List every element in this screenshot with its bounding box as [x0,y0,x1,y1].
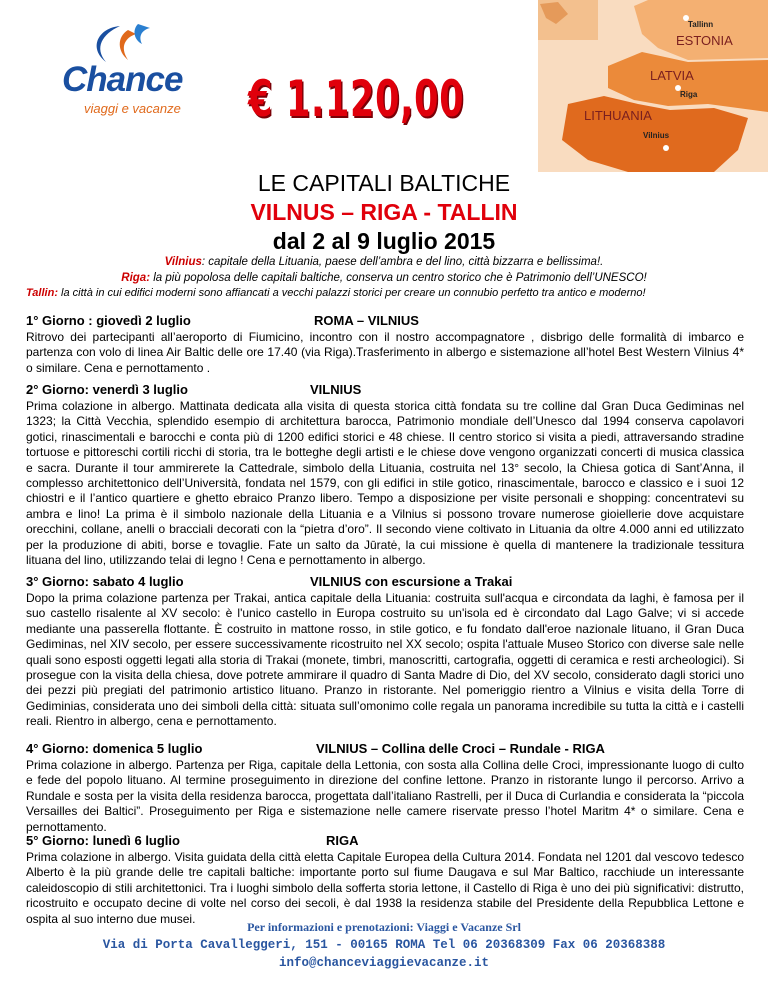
map-label-latvia: LATVIA [650,68,694,83]
day-2-route: VILNIUS [310,382,362,397]
intro-text: : capitale della Lituania, paese dell’ambra e del lino, città bizzarra e bellissima!. [201,256,604,268]
tour-dates: dal 2 al 9 luglio 2015 [272,228,496,254]
chance-logo [58,22,208,114]
intro-text: la più popolosa delle capitali baltiche, conserva un centro storico che è Patrimonio dell’UNESCO! [150,272,647,284]
map-label-estonia: ESTONIA [676,33,733,48]
price-tag: € 1.120,00 [248,70,465,128]
day-4-description: Prima colazione in albergo. Partenza per Riga, capitale della Lettonia, con sosta alla Collina delle Croci, impressionante luogo di culto e fede del popolo lituano. Al termine proseguimento in direzione del confine lettone. Pranzo in ristorante lungo il percorso. Arrivo a Rundale e sosta per la visita della residenza barocca, progettata dall’italiano Rastrelli, per il Duca di Curlandia e considerata la “piccola Versailles dei Baltici”. Proseguimento per Riga e sistemazione nelle camere riservate presso l’hotel Maritm 4* o similare. Cena e pernottamento. [26,758,744,834]
day-5-description: Prima colazione in albergo. Visita guidata della città eletta Capitale Europea della Cultura 2014. Fondata nel 1201 dal vescovo tedesco Alberto è la più grande delle tre capitali baltiche: importante porto sul fiume Daugava e sul Mar Baltico, racchiude un interessante caleidoscopio di stili architettonici. Tra i luoghi simbolo della sofferta storia lettone, il Castello di Riga è uno dei più significativi: distrutto, ricostruito e occupato decine di volte nel corso dei secoli, è dal 1938 la residenza stabile del Presidente della Repubblica Lettone e ospita al suo interno due musei. [26,850,744,926]
intro-city-name: Riga: [121,272,151,284]
intro-city-name: Tallin: [26,287,58,299]
day-1-description: Ritrovo dei partecipanti all’aeroporto di Fiumicino, incontro con il nostro accompagnatore , disbrigo delle formalità di imbarco e partenza con volo di linea Air Baltic delle ore 17.40 (via Riga).Trasferimento in albergo e sistemazione all’hotel Best Western Vilnius 4* o similare. Cena e pernottamento . [26,330,744,375]
day-1-route: ROMA – VILNIUS [314,313,419,328]
day-3-heading: 3° Giorno: sabato 4 luglio [26,574,184,589]
day-4-route: VILNIUS – Collina delle Croci – Rundale - RIGA [316,741,605,756]
map-label-tallinn: Tallinn [688,20,714,29]
day-2-description: Prima colazione in albergo. Mattinata dedicata alla visita di questa storica città fondata su tre colline dal Gran Duca Gediminas nel 1323; la Città Vecchia, splendido esempio di architettura barocca, Patrimonio mondiale dell’Unesco dal 1994 conserva capolavori gotici, rinascimentali e barocchi e conta più di 1200 edifici storici e 48 chiese. Il centro storico si visita a piedi, attraversando stradine tortuose e pittoreschi cortili ricchi di storia, tra le botteghe degli artisti e le chiese dove vengono organizzati concerti di musica classica e sacra. Durante il tour ammirerete la Cattedrale, simbolo della Lituania, costruita nel 13° secolo, la Chiesa gotica di Sant’Anna, il complesso architettonico dell’Università, fondata nel 1579, con gli edifici in stile gotico, rinascimentale, barocco e classico e i suoi 12 chiostri e il l’antico quartiere e ghetto ebraico Pranzo libero. Tempo a disposizione per visite personali e shopping: concentratevi su ambra e lino! La prima è il simbolo nazionale della Lituania e a Vilnius si possono trovare numerose gioiellerie dove acquistare orecchini, collane, anelli o bracciali decorati con la “pietra d’oro”. Il secondo viene coltivato in Lituania da oltre 4.000 anni ed utilizzato per la produzione di abiti, borse e tovaglie. Fate un salto da Jūratė, la cui missione è quella di mantenere la tradizionale tessitura lituana del lino, utilizzando telai di legno ! Cena e pernottamento in albergo. [26,399,744,568]
map-label-lithuania: LITHUANIA [584,108,652,123]
footer-info: Per informazioni e prenotazioni: Viaggi e Vacanze Srl [247,920,521,934]
map-graphic [538,0,768,172]
logo-wordmark: Chance [62,60,183,99]
page-title: LE CAPITALI BALTICHE [257,170,511,196]
day-5-route: RIGA [326,833,359,848]
day-1-heading: 1° Giorno : giovedì 2 luglio [26,313,191,328]
intro-tallin [26,287,646,299]
intro-vilnius [0,256,768,268]
map-label-vilnius: Vilnius [643,131,670,140]
intro-text: la città in cui edifici moderni sono affiancati a vecchi palazzi storici per creare un connubio perfetto tra antico e moderno! [57,287,646,299]
day-4-heading: 4° Giorno: domenica 5 luglio [26,741,203,756]
day-3-route: VILNIUS con escursione a Trakai [310,574,513,589]
intro-riga [0,272,768,284]
footer-email-link[interactable]: info@chanceviaggievacanze.it [278,956,490,970]
day-5-heading: 5° Giorno: lunedì 6 luglio [26,833,180,848]
baltic-map [538,0,768,172]
tour-cities: VILNUS – RIGA - TALLIN [250,199,518,225]
day-2-heading: 2° Giorno: venerdì 3 luglio [26,382,188,397]
day-3-description: Dopo la prima colazione partenza per Trakai, antica capitale della Lituania: costruita sull'acqua e circondata da laghi, è famosa per il suo castello risalente al XV secolo: è l'unico castello in Europa costruito su un'isola ed è circondato dal Lago Galve; vi si accede mediante una passerella flottante. È costruito in mattone rosso, in stile gotico, e fu fondato dall'eroe nazionale lituano, il Gran Duca Gediminas, nel XIV secolo, per essere successivamente ricostruito nel XX secolo; ospita l'attuale Museo Storico con diverse sale nelle quali sono esposti oggetti legati alla storia di Trakai (monete, timbri, manoscritti, cartografia, oggetti di ceramica e resti archeologici). Si prosegue con la visita della chiesa, dove potrete ammirare il quadro di Santa Madre di Dio, del XV secolo, considerato dagli storici uno dei pezzi più pregiati del patrimonio artistico lituano. Pranzo in ristorante. Nel pomeriggio rientro a Vilnius e visita della Torre di Gediminias, considerata uno dei simboli della città: situata sull’omonimo colle regala un panorama incredibile su tutta la città e i castelli reali. Rientro in albergo, cena e pernottamento. [26,591,744,729]
footer-address: Via di Porta Cavalleggeri, 151 - 00165 ROMA Tel 06 20368309 Fax 06 20368388 [102,938,666,952]
map-label-riga: Riga [680,90,698,99]
logo-tagline: viaggi e vacanze [84,101,181,116]
intro-city-name: Vilnius [164,256,202,268]
